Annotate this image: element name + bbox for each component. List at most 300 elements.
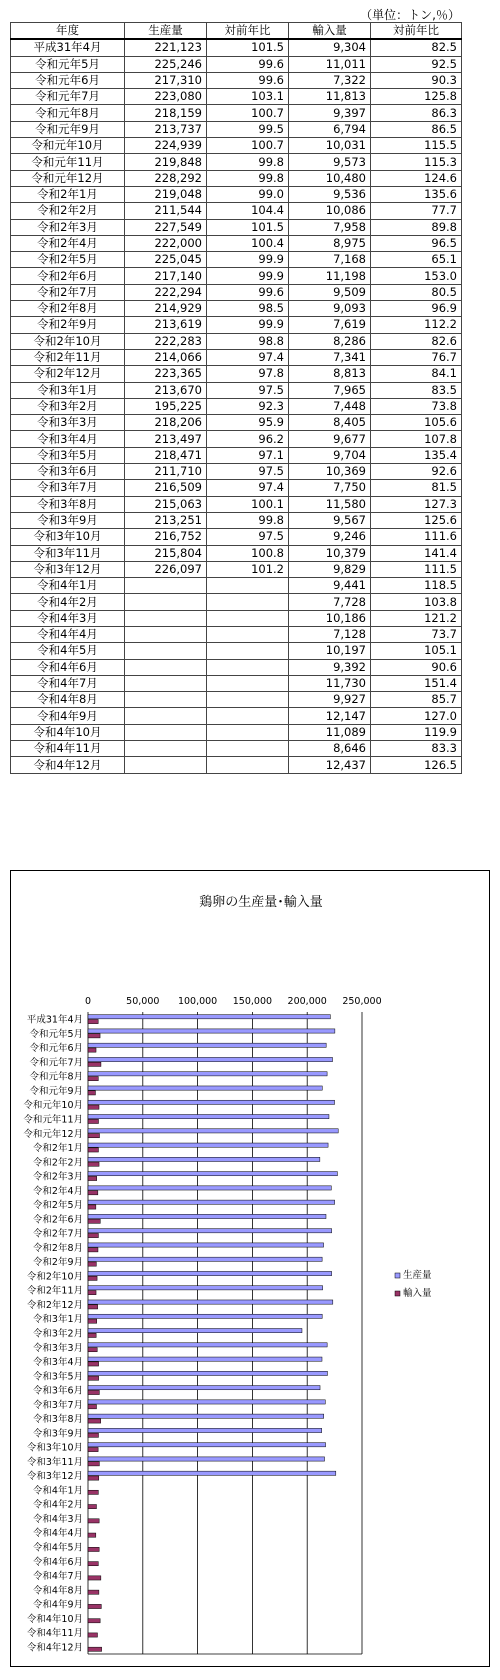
category-label: 令和4年6月 [32, 1556, 83, 1568]
row-production-yoy: 97.1 [207, 447, 289, 463]
header-imports: 輸入量 [289, 23, 371, 40]
row-production: 225,045 [125, 252, 207, 268]
row-production: 222,000 [125, 235, 207, 251]
row-imports: 11,089 [289, 724, 371, 740]
row-period: 令和4年2月 [11, 594, 125, 610]
row-imports: 9,704 [289, 447, 371, 463]
bar-imports [88, 1291, 96, 1295]
row-imports-yoy: 119.9 [371, 724, 462, 740]
row-imports: 7,965 [289, 382, 371, 398]
table-row [11, 659, 462, 675]
table-body [11, 39, 462, 773]
row-period: 令和元年9月 [11, 121, 125, 137]
bar-imports [88, 1348, 97, 1352]
table-row [11, 235, 462, 251]
row-production-yoy: 99.6 [207, 56, 289, 72]
bar-imports [88, 1462, 99, 1466]
row-production-yoy [207, 659, 289, 675]
row-imports: 7,750 [289, 480, 371, 496]
row-imports: 9,677 [289, 431, 371, 447]
bar-imports [88, 1633, 97, 1637]
bar-production [88, 1428, 322, 1432]
table-row [11, 741, 462, 757]
row-period: 令和元年7月 [11, 89, 125, 105]
row-production: 228,292 [125, 170, 207, 186]
row-imports-yoy: 115.5 [371, 138, 462, 154]
table-row [11, 496, 462, 512]
row-period: 令和元年10月 [11, 138, 125, 154]
row-production: 218,471 [125, 447, 207, 463]
table-header-row [11, 23, 462, 40]
row-production-yoy: 97.4 [207, 480, 289, 496]
category-label: 令和3年2月 [32, 1328, 83, 1340]
row-production: 214,929 [125, 301, 207, 317]
row-production: 217,310 [125, 72, 207, 88]
bar-imports [88, 1105, 99, 1109]
bar-production [88, 1043, 326, 1047]
plot-area [88, 1012, 362, 1654]
category-label: 令和2年3月 [32, 1171, 83, 1183]
row-production [125, 626, 207, 642]
bar-imports [88, 1647, 102, 1651]
row-production: 227,549 [125, 219, 207, 235]
row-period: 令和4年5月 [11, 643, 125, 659]
table-row [11, 724, 462, 740]
table-row [11, 431, 462, 447]
bar-imports [88, 1533, 96, 1537]
bar-imports [88, 1176, 97, 1180]
bar-production [88, 1286, 323, 1290]
bar-production [88, 1329, 302, 1333]
row-production [125, 643, 207, 659]
table-row [11, 121, 462, 137]
row-imports: 10,379 [289, 545, 371, 561]
row-imports: 9,093 [289, 301, 371, 317]
row-production [125, 610, 207, 626]
row-imports-yoy: 83.3 [371, 741, 462, 757]
row-imports: 8,405 [289, 415, 371, 431]
category-label: 令和2年2月 [32, 1157, 83, 1169]
row-production-yoy: 99.6 [207, 284, 289, 300]
row-imports: 11,580 [289, 496, 371, 512]
bar-imports [88, 1119, 98, 1123]
row-production-yoy [207, 741, 289, 757]
row-period: 令和元年12月 [11, 170, 125, 186]
row-production: 218,159 [125, 105, 207, 121]
bar-production [88, 1229, 332, 1233]
row-production-yoy: 103.1 [207, 89, 289, 105]
row-production-yoy: 97.8 [207, 366, 289, 382]
unit-note: （単位：トン,％） [360, 8, 460, 22]
category-label: 令和2年12月 [26, 1299, 83, 1311]
row-period: 令和2年11月 [11, 349, 125, 365]
row-imports: 12,437 [289, 757, 371, 773]
row-production: 218,206 [125, 415, 207, 431]
category-label: 令和4年12月 [26, 1642, 83, 1654]
row-imports: 11,813 [289, 89, 371, 105]
row-imports-yoy: 103.8 [371, 594, 462, 610]
row-imports-yoy: 115.3 [371, 154, 462, 170]
table-row [11, 512, 462, 528]
bar-imports [88, 1590, 99, 1594]
row-production [125, 578, 207, 594]
row-production-yoy: 99.9 [207, 268, 289, 284]
chart-frame [10, 870, 490, 1667]
row-imports-yoy: 96.9 [371, 301, 462, 317]
row-imports: 6,794 [289, 121, 371, 137]
row-period: 令和4年10月 [11, 724, 125, 740]
bar-production [88, 1414, 324, 1418]
category-label: 令和4年4月 [32, 1528, 83, 1540]
row-imports-yoy: 127.0 [371, 708, 462, 724]
row-period: 令和4年11月 [11, 741, 125, 757]
bar-imports [88, 1390, 99, 1394]
row-period: 令和4年7月 [11, 675, 125, 691]
table-row [11, 692, 462, 708]
row-imports-yoy: 86.5 [371, 121, 462, 137]
row-period: 令和2年2月 [11, 203, 125, 219]
row-imports: 11,011 [289, 56, 371, 72]
row-period: 令和4年6月 [11, 659, 125, 675]
bar-chart [11, 871, 489, 1666]
row-production-yoy: 104.4 [207, 203, 289, 219]
bar-imports [88, 1476, 99, 1480]
bar-imports [88, 1419, 101, 1423]
row-production [125, 692, 207, 708]
category-label: 令和元年10月 [23, 1100, 83, 1112]
row-production-yoy: 98.5 [207, 301, 289, 317]
row-imports: 7,958 [289, 219, 371, 235]
row-imports: 11,198 [289, 268, 371, 284]
row-period: 令和元年8月 [11, 105, 125, 121]
row-production: 219,848 [125, 154, 207, 170]
row-imports-yoy: 85.7 [371, 692, 462, 708]
row-production: 223,365 [125, 366, 207, 382]
category-label: 令和2年9月 [32, 1257, 83, 1269]
bar-imports [88, 1433, 98, 1437]
row-production: 216,752 [125, 529, 207, 545]
row-imports-yoy: 81.5 [371, 480, 462, 496]
bar-imports [88, 1248, 98, 1252]
row-production-yoy: 99.9 [207, 317, 289, 333]
row-period: 令和2年7月 [11, 284, 125, 300]
row-production-yoy: 92.3 [207, 398, 289, 414]
table-row [11, 529, 462, 545]
category-label: 令和元年9月 [29, 1085, 83, 1097]
row-period: 令和4年3月 [11, 610, 125, 626]
row-imports-yoy: 135.4 [371, 447, 462, 463]
row-production-yoy: 97.5 [207, 464, 289, 480]
category-label: 令和2年7月 [32, 1228, 83, 1240]
category-label: 令和2年8月 [32, 1242, 83, 1254]
row-period: 令和4年9月 [11, 708, 125, 724]
row-imports-yoy: 82.6 [371, 333, 462, 349]
x-tick-label: 0 [84, 996, 92, 1007]
category-label: 令和元年12月 [23, 1128, 83, 1140]
row-imports-yoy: 86.3 [371, 105, 462, 121]
bar-imports [88, 1191, 98, 1195]
table-row [11, 39, 462, 56]
category-label: 令和元年11月 [23, 1114, 83, 1126]
category-label: 令和元年7月 [29, 1057, 83, 1069]
bar-imports [88, 1547, 99, 1551]
category-label: 令和3年4月 [32, 1357, 83, 1369]
table-row [11, 203, 462, 219]
category-label: 令和4年1月 [32, 1485, 83, 1497]
category-label: 令和4年3月 [32, 1513, 83, 1525]
row-imports: 9,441 [289, 578, 371, 594]
row-imports: 7,322 [289, 72, 371, 88]
bar-production [88, 1157, 320, 1161]
table-row [11, 415, 462, 431]
bar-production [88, 1386, 320, 1390]
row-imports-yoy: 125.8 [371, 89, 462, 105]
table-row [11, 333, 462, 349]
row-imports-yoy: 151.4 [371, 675, 462, 691]
category-label: 令和3年7月 [32, 1399, 83, 1411]
category-label: 令和元年6月 [29, 1043, 83, 1055]
bar-production [88, 1143, 328, 1147]
row-production: 215,804 [125, 545, 207, 561]
row-production: 225,246 [125, 56, 207, 72]
bar-imports [88, 1333, 96, 1337]
table-row [11, 252, 462, 268]
bar-imports [88, 1205, 96, 1209]
table-row [11, 219, 462, 235]
row-production: 215,063 [125, 496, 207, 512]
bar-imports [88, 1148, 98, 1152]
row-imports-yoy: 111.5 [371, 561, 462, 577]
row-production-yoy [207, 692, 289, 708]
x-tick-label: 250,000 [342, 996, 382, 1007]
bar-imports [88, 1077, 98, 1081]
bar-production [88, 1257, 322, 1261]
bar-imports [88, 1604, 101, 1608]
bar-production [88, 1186, 331, 1190]
row-production: 221,123 [125, 39, 207, 56]
row-period: 令和3年1月 [11, 382, 125, 398]
category-label: 令和3年10月 [26, 1442, 83, 1454]
table-row [11, 675, 462, 691]
row-period: 令和3年10月 [11, 529, 125, 545]
row-period: 令和3年12月 [11, 561, 125, 577]
row-production-yoy: 96.2 [207, 431, 289, 447]
bar-imports [88, 1505, 96, 1509]
table-row [11, 170, 462, 186]
bar-production [88, 1314, 322, 1318]
table-row [11, 708, 462, 724]
category-label: 令和4年10月 [26, 1613, 83, 1625]
row-imports: 8,286 [289, 333, 371, 349]
row-period: 令和3年5月 [11, 447, 125, 463]
row-production-yoy [207, 708, 289, 724]
row-imports-yoy: 124.6 [371, 170, 462, 186]
row-imports-yoy: 107.8 [371, 431, 462, 447]
row-imports-yoy: 111.6 [371, 529, 462, 545]
table-row [11, 398, 462, 414]
table-row [11, 349, 462, 365]
table-row [11, 447, 462, 463]
row-imports: 7,728 [289, 594, 371, 610]
row-production-yoy [207, 578, 289, 594]
row-imports-yoy: 65.1 [371, 252, 462, 268]
row-production-yoy: 100.1 [207, 496, 289, 512]
row-imports-yoy: 126.5 [371, 757, 462, 773]
row-imports: 9,246 [289, 529, 371, 545]
row-period: 令和4年12月 [11, 757, 125, 773]
row-production: 219,048 [125, 186, 207, 202]
row-production: 226,097 [125, 561, 207, 577]
category-label: 令和4年9月 [32, 1599, 83, 1611]
bar-imports [88, 1233, 98, 1237]
row-production: 222,294 [125, 284, 207, 300]
row-production-yoy: 99.0 [207, 186, 289, 202]
row-imports-yoy: 125.6 [371, 512, 462, 528]
table-row [11, 545, 462, 561]
row-production-yoy: 100.7 [207, 138, 289, 154]
table-row [11, 594, 462, 610]
bar-production [88, 1357, 322, 1361]
row-production [125, 594, 207, 610]
row-production: 214,066 [125, 349, 207, 365]
bar-production [88, 1457, 325, 1461]
legend-swatch-production [395, 1273, 400, 1278]
row-imports: 7,128 [289, 626, 371, 642]
row-imports: 11,730 [289, 675, 371, 691]
bar-imports [88, 1576, 101, 1580]
category-label: 令和4年5月 [32, 1542, 83, 1554]
bar-production [88, 1015, 330, 1019]
row-imports-yoy: 96.5 [371, 235, 462, 251]
row-imports: 9,573 [289, 154, 371, 170]
row-period: 令和3年9月 [11, 512, 125, 528]
row-imports-yoy: 92.6 [371, 464, 462, 480]
category-label: 令和3年9月 [32, 1428, 83, 1440]
bar-production [88, 1029, 335, 1033]
row-imports: 9,567 [289, 512, 371, 528]
row-production: 213,737 [125, 121, 207, 137]
table-row [11, 72, 462, 88]
row-production-yoy: 99.8 [207, 512, 289, 528]
bar-production [88, 1271, 332, 1275]
row-period: 令和2年6月 [11, 268, 125, 284]
row-imports: 9,927 [289, 692, 371, 708]
row-production: 222,283 [125, 333, 207, 349]
bar-production [88, 1172, 337, 1176]
table-row [11, 578, 462, 594]
row-imports: 8,975 [289, 235, 371, 251]
x-tick-label: 100,000 [177, 996, 218, 1007]
row-production-yoy: 100.7 [207, 105, 289, 121]
bar-production [88, 1371, 327, 1375]
row-period: 令和2年4月 [11, 235, 125, 251]
row-production [125, 724, 207, 740]
bar-production [88, 1086, 322, 1090]
row-period: 令和2年10月 [11, 333, 125, 349]
bar-production [88, 1129, 338, 1133]
chart-title: 鶏卵の生産量･輸入量 [199, 895, 323, 910]
bar-imports [88, 1048, 96, 1052]
category-label: 令和4年2月 [32, 1499, 83, 1511]
row-imports-yoy: 90.6 [371, 659, 462, 675]
row-period: 令和3年6月 [11, 464, 125, 480]
table-row [11, 89, 462, 105]
row-production-yoy: 99.5 [207, 121, 289, 137]
row-imports: 7,341 [289, 349, 371, 365]
row-imports: 8,646 [289, 741, 371, 757]
category-label: 令和3年6月 [32, 1385, 83, 1397]
row-production-yoy: 100.8 [207, 545, 289, 561]
category-label: 令和2年11月 [26, 1285, 83, 1297]
bar-imports [88, 1619, 100, 1623]
row-production-yoy [207, 643, 289, 659]
row-production: 224,939 [125, 138, 207, 154]
row-production-yoy: 99.6 [207, 72, 289, 88]
category-label: 令和3年8月 [32, 1414, 83, 1426]
row-production: 211,710 [125, 464, 207, 480]
bar-imports [88, 1405, 96, 1409]
table-row [11, 284, 462, 300]
x-tick-label: 150,000 [232, 996, 273, 1007]
row-imports-yoy: 141.4 [371, 545, 462, 561]
row-production: 217,140 [125, 268, 207, 284]
row-period: 令和2年1月 [11, 186, 125, 202]
row-production: 195,225 [125, 398, 207, 414]
bar-imports [88, 1162, 99, 1166]
table-row [11, 464, 462, 480]
row-imports-yoy: 92.5 [371, 56, 462, 72]
row-production-yoy [207, 594, 289, 610]
row-production-yoy: 101.5 [207, 219, 289, 235]
category-label: 令和2年10月 [26, 1271, 83, 1283]
row-imports: 10,480 [289, 170, 371, 186]
bar-production [88, 1471, 336, 1475]
bar-production [88, 1243, 324, 1247]
table-row [11, 626, 462, 642]
category-label: 令和4年7月 [32, 1571, 83, 1583]
table-row [11, 382, 462, 398]
category-label: 令和3年5月 [32, 1371, 83, 1383]
bar-imports [88, 1447, 98, 1451]
table-row [11, 105, 462, 121]
row-imports-yoy: 105.6 [371, 415, 462, 431]
row-imports: 12,147 [289, 708, 371, 724]
row-period: 令和2年5月 [11, 252, 125, 268]
table-row [11, 610, 462, 626]
bar-imports [88, 1091, 95, 1095]
row-imports-yoy: 77.7 [371, 203, 462, 219]
row-imports-yoy: 73.8 [371, 398, 462, 414]
bar-imports [88, 1134, 99, 1138]
row-imports: 10,186 [289, 610, 371, 626]
row-production: 211,544 [125, 203, 207, 219]
row-production-yoy [207, 757, 289, 773]
row-production-yoy: 98.8 [207, 333, 289, 349]
row-imports-yoy: 82.5 [371, 39, 462, 56]
row-imports-yoy: 127.3 [371, 496, 462, 512]
row-imports-yoy: 118.5 [371, 578, 462, 594]
category-label: 平成31年4月 [26, 1014, 83, 1026]
row-imports: 10,086 [289, 203, 371, 219]
header-production-yoy: 対前年比 [207, 23, 289, 40]
row-imports: 8,813 [289, 366, 371, 382]
row-period: 令和3年8月 [11, 496, 125, 512]
row-production: 223,080 [125, 89, 207, 105]
row-production-yoy: 97.4 [207, 349, 289, 365]
table-row [11, 317, 462, 333]
bar-production [88, 1214, 326, 1218]
bar-production [88, 1300, 333, 1304]
